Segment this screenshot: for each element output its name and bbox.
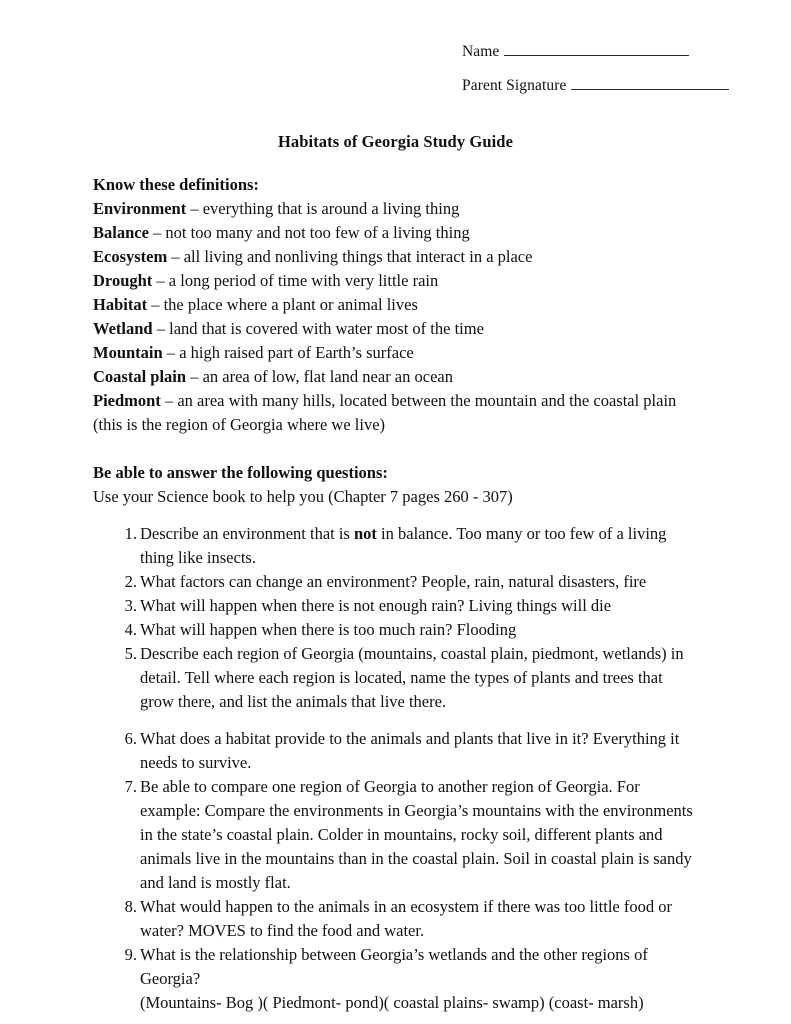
question-text <box>140 572 646 591</box>
definition-text: – all living and nonliving things that interact in a place <box>167 247 533 266</box>
question-text <box>140 620 516 639</box>
question-text <box>140 596 611 615</box>
question-item <box>93 895 695 943</box>
definition-text: – the place where a plant or animal lives <box>147 295 418 314</box>
question-item <box>93 570 695 594</box>
definition-term: Piedmont <box>93 391 161 410</box>
question-item <box>93 594 695 618</box>
question-emphasis: not <box>353 524 377 543</box>
question-number: 4. <box>124 620 137 639</box>
questions-list <box>93 522 695 1015</box>
question-number: 6. <box>124 729 137 748</box>
question-text <box>140 945 648 1012</box>
name-label: Name <box>462 43 500 60</box>
question-text <box>140 897 672 940</box>
spacer <box>93 509 695 522</box>
definition-item <box>93 197 695 221</box>
question-number: 3. <box>124 596 137 615</box>
definition-text: – an area with many hills, located between the mountain and the coastal plain (this is the region of Georgia where we live) <box>93 391 677 434</box>
definition-item <box>93 293 695 317</box>
spacer <box>93 714 695 727</box>
definition-text: – not too many and not too few of a living thing <box>148 223 470 242</box>
question-number: 5. <box>124 644 137 663</box>
question-number: 1. <box>124 524 137 543</box>
question-text-part: Describe each region of Georgia (mountains, coastal plain, piedmont, wetlands) in detail. Tell where each region is located, name the types of plants and trees that grow there, and list the animals that live there. <box>140 644 684 711</box>
name-line <box>462 41 762 63</box>
question-text-part: in balance. Too many or too few of a living thing like insects. <box>140 524 667 567</box>
definition-term: Coastal plain <box>93 367 187 386</box>
questions-heading: Be able to answer the following questions: <box>93 463 388 482</box>
spacer <box>93 437 695 461</box>
definition-item <box>93 269 695 293</box>
definition-term: Wetland <box>93 319 153 338</box>
question-number: 8. <box>124 897 137 916</box>
question-text-part: What will happen when there is not enough rain? Living things will die <box>140 596 612 615</box>
definitions-heading: Know these definitions: <box>93 175 259 194</box>
question-item <box>93 642 695 714</box>
question-item <box>93 943 695 1015</box>
question-text-part: Describe an environment that is <box>140 524 354 543</box>
question-text <box>140 777 693 892</box>
signature-header <box>462 41 762 97</box>
definition-item <box>93 317 695 341</box>
question-item <box>93 618 695 642</box>
definition-item <box>93 365 695 389</box>
definition-term: Habitat <box>93 295 148 314</box>
parent-signature-blank-rule[interactable] <box>571 77 729 90</box>
name-blank-rule[interactable] <box>504 43 689 56</box>
definition-term: Ecosystem <box>93 247 168 266</box>
question-text-part: What would happen to the animals in an ecosystem if there was too little food or water? MOVES to find the food and water. <box>140 897 672 940</box>
question-number: 2. <box>124 572 137 591</box>
question-number: 9. <box>124 945 137 964</box>
question-text-part: What factors can change an environment? People, rain, natural disasters, fire <box>140 572 647 591</box>
question-text-part: What is the relationship between Georgia’s wetlands and the other regions of Georgia? (Mountains- Bog )( Piedmont- pond)( coastal plains- swamp) (coast- marsh) <box>140 945 648 1012</box>
question-text <box>140 729 679 772</box>
question-number: 7. <box>124 777 137 796</box>
definition-item <box>93 221 695 245</box>
document-body <box>93 173 695 1015</box>
definition-item <box>93 245 695 269</box>
definition-term: Drought <box>93 271 153 290</box>
page-title: Habitats of Georgia Study Guide <box>277 132 514 151</box>
question-text-part: What does a habitat provide to the animals and plants that live in it? Everything it needs to survive. <box>140 729 680 772</box>
definitions-list <box>93 197 695 437</box>
definition-term: Environment <box>93 199 187 218</box>
definition-text: – everything that is around a living thing <box>186 199 460 218</box>
question-text <box>140 644 684 711</box>
question-item <box>93 522 695 570</box>
question-item <box>93 775 695 895</box>
definition-term: Balance <box>93 223 149 242</box>
question-text-part: What will happen when there is too much rain? Flooding <box>140 620 517 639</box>
questions-subheading: Use your Science book to help you (Chapter 7 pages 260 - 307) <box>93 487 513 506</box>
question-text-part: Be able to compare one region of Georgia to another region of Georgia. For example: Compare the environments in Georgia’s mountains with the environments in the state’s coastal plain. Colder in mountains, rocky soil, different plants and animals live in the mountains than in the coastal plain. Soil in coastal plain is sandy and land is mostly flat. <box>140 777 693 892</box>
parent-signature-label: Parent Signature <box>462 77 567 94</box>
parent-signature-line <box>462 75 762 97</box>
definition-text: – a long period of time with very little rain <box>152 271 439 290</box>
definition-text: – an area of low, flat land near an ocean <box>186 367 453 386</box>
definition-item <box>93 341 695 365</box>
definition-item <box>93 389 695 437</box>
definition-text: – a high raised part of Earth’s surface <box>162 343 414 362</box>
definition-term: Mountain <box>93 343 163 362</box>
definition-text: – land that is covered with water most of the time <box>152 319 484 338</box>
question-item <box>93 727 695 775</box>
question-text <box>140 524 666 567</box>
